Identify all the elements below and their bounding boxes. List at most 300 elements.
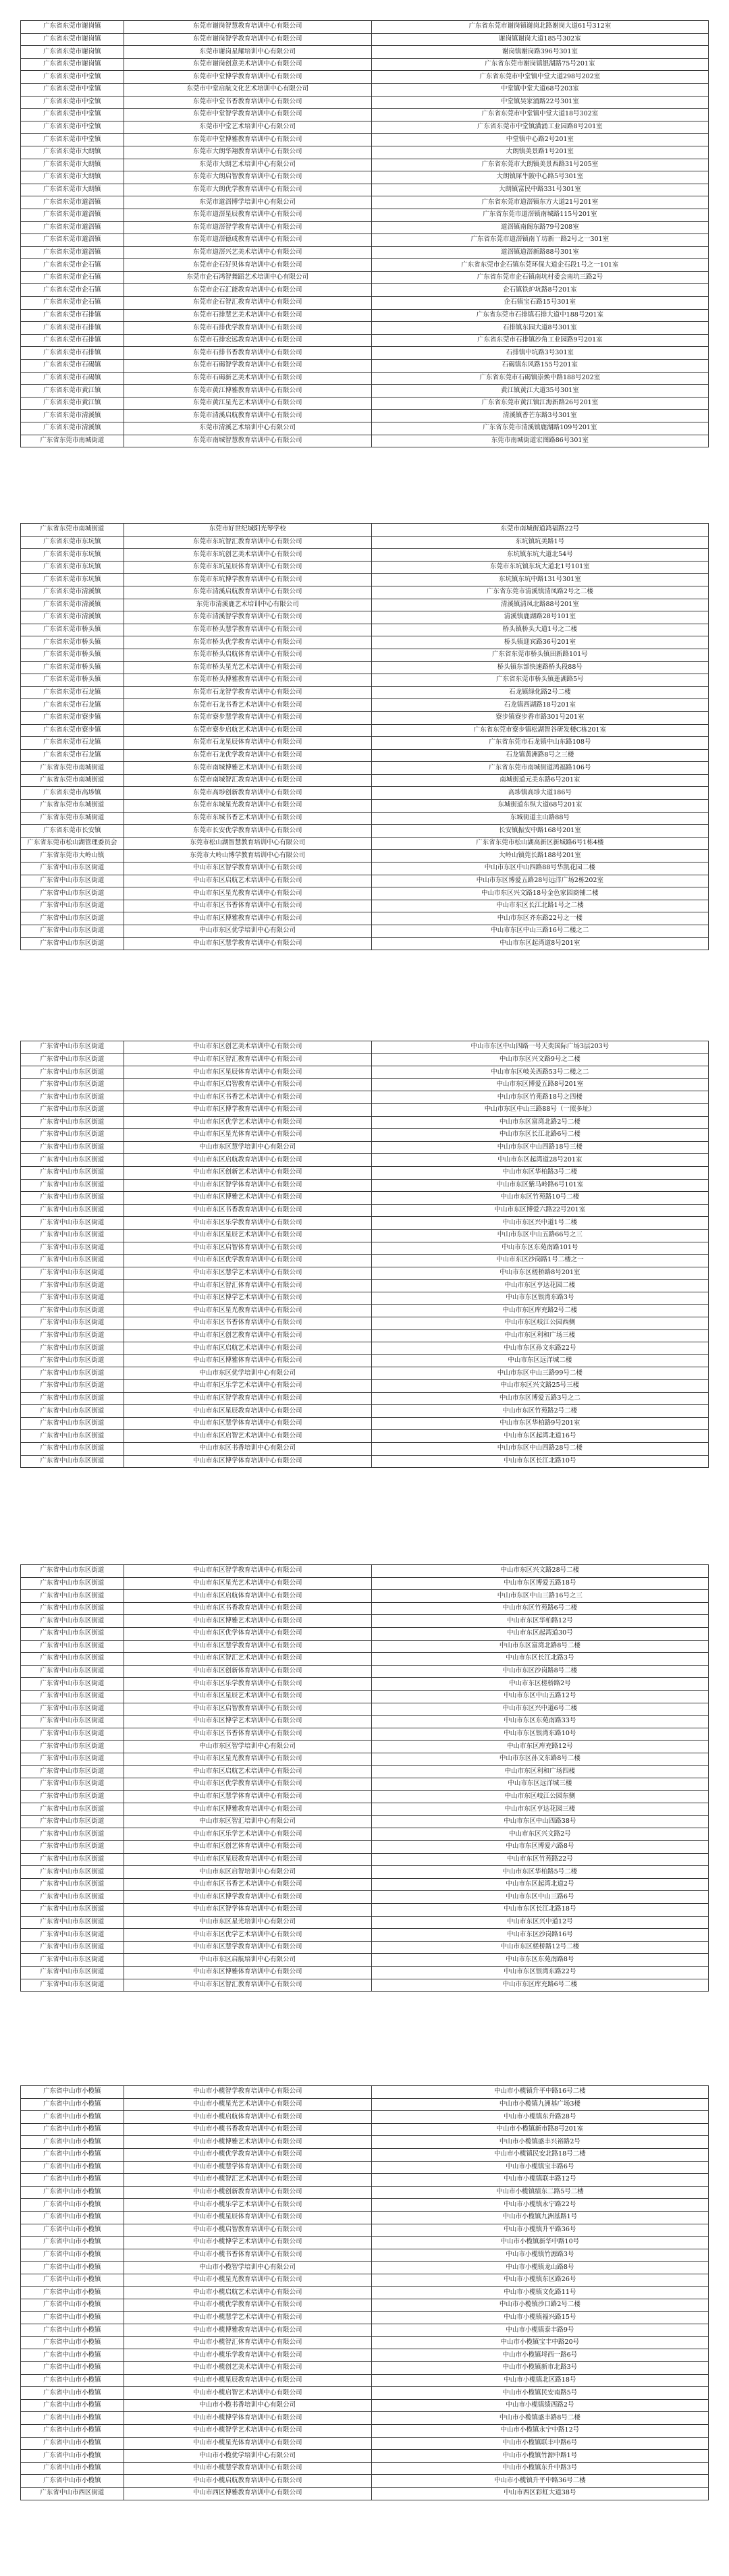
institution-name-cell: 东莞市清溪启航教育培训中心有限公司: [124, 410, 371, 422]
institution-name-cell: 中山市东区星光教育培训中心有限公司: [124, 1305, 371, 1317]
region-cell: 广东省中山市东区街道: [21, 1828, 124, 1841]
institution-name-cell: 东莞市大朗启智教育培训中心有限公司: [124, 171, 371, 184]
institution-name-cell: 东莞市中堂博学教育培训中心有限公司: [124, 71, 371, 84]
table-row: [21, 1778, 709, 1791]
region-cell: 广东省东莞市松山湖管理委员会: [21, 837, 124, 850]
table-row: [21, 925, 709, 938]
institution-name-cell: 中山市小榄星光艺术培训中心有限公司: [124, 2098, 371, 2111]
table-row: [21, 1678, 709, 1691]
address-cell: 中山市小榄镇绩西路2号: [371, 2399, 708, 2412]
region-cell: 广东省中山市东区街道: [21, 1853, 124, 1866]
institution-name-cell: 中山市东区书香体育培训中心有限公司: [124, 1317, 371, 1330]
address-cell: 中山市小榄镇文化路11号: [371, 2286, 708, 2299]
address-cell: 企石镇铁炉坑路8号201室: [371, 284, 708, 297]
address-cell: 中山市小榄镇永宁路22号: [371, 2199, 708, 2212]
institution-name-cell: 中山市东区博雅艺术培训中心有限公司: [124, 1615, 371, 1628]
region-cell: 广东省东莞市东坑镇: [21, 536, 124, 549]
region-cell: 广东省中山市东区街道: [21, 1790, 124, 1803]
institution-name-cell: 中山市东区博学艺术培训中心有限公司: [124, 1292, 371, 1305]
address-cell: 石龙镇黄洲路8号之三楼: [371, 749, 708, 762]
table-row: [21, 524, 709, 537]
region-cell: 广东省中山市东区街道: [21, 1292, 124, 1305]
address-cell: 中山市东区中山三路16号之三: [371, 1590, 708, 1603]
address-cell: 中山市东区竹苑路2号二楼: [371, 1405, 708, 1418]
address-table: [20, 523, 709, 950]
institution-name-cell: 中山市小榄智汇艺术培训中心有限公司: [124, 2174, 371, 2187]
table-row: [21, 1916, 709, 1929]
region-cell: 广东省中山市小榄镇: [21, 2086, 124, 2099]
institution-name-cell: 中山市东区智学教育培训中心有限公司: [124, 862, 371, 875]
address-cell: 中山市东区富湾北路2号二楼: [371, 1116, 708, 1129]
region-cell: 广东省东莞市石龙镇: [21, 699, 124, 712]
address-cell: 中山市东区沙岗路8号二楼: [371, 1665, 708, 1678]
institution-name-cell: 中山市小榄智学培训中心有限公司: [124, 2262, 371, 2274]
institution-name-cell: 中山市东区星光艺术培训中心有限公司: [124, 1577, 371, 1590]
table-row: [21, 234, 709, 247]
table-row: [21, 1229, 709, 1242]
region-cell: 广东省中山市东区街道: [21, 1577, 124, 1590]
address-cell: 广东省东莞市南城街道鸿福路106号: [371, 762, 708, 775]
institution-name-cell: 东莞市石排宏远教育培训中心有限公司: [124, 334, 371, 347]
table-block-2: [20, 523, 709, 950]
address-cell: 中山市东区兴文路28号二楼: [371, 1565, 708, 1578]
institution-name-cell: 中山市东区慧学教育培训中心有限公司: [124, 1941, 371, 1954]
table-row: [21, 1741, 709, 1753]
region-cell: 广东省中山市小榄镇: [21, 2462, 124, 2475]
institution-name-cell: 中山市东区启智教育培训中心有限公司: [124, 1703, 371, 1716]
region-cell: 广东省中山市东区街道: [21, 1066, 124, 1079]
table-row: [21, 271, 709, 284]
address-cell: 石龙镇西湖路18号201室: [371, 699, 708, 712]
region-cell: 广东省东莞市大朗镇: [21, 184, 124, 196]
table-row: [21, 1716, 709, 1728]
region-cell: 广东省东莞市东城街道: [21, 800, 124, 813]
institution-name-cell: 中山市东区创艺体育培训中心有限公司: [124, 1841, 371, 1854]
table-row: [21, 1815, 709, 1828]
address-cell: 中山市东区兴文路18号金色家园商铺二楼: [371, 887, 708, 900]
region-cell: 广东省东莞市黄江镇: [21, 385, 124, 398]
address-table: [20, 1564, 709, 1992]
institution-name-cell: 中山市东区博雅体育培训中心有限公司: [124, 1354, 371, 1367]
table-row: [21, 2488, 709, 2500]
region-cell: 广东省中山市东区街道: [21, 1217, 124, 1230]
region-cell: 广东省中山市东区街道: [21, 912, 124, 925]
region-cell: 广东省东莞市道滘镇: [21, 234, 124, 247]
region-cell: 广东省东莞市东坑镇: [21, 574, 124, 586]
institution-name-cell: 中山市小榄启智教育培训中心有限公司: [124, 2224, 371, 2237]
table-row: [21, 1577, 709, 1590]
institution-name-cell: 中山市东区书香教育培训中心有限公司: [124, 1602, 371, 1615]
address-cell: 广东省东莞市松山湖高新区新城路6号1栋4楼: [371, 837, 708, 850]
address-cell: 中山市东区中山四路28号二楼: [371, 1443, 708, 1456]
address-cell: 中山市东区兴中道6号二楼: [371, 1703, 708, 1716]
address-cell: 大岭山镇莞长路188号201室: [371, 850, 708, 862]
table-row: [21, 1091, 709, 1104]
region-cell: 广东省中山市东区街道: [21, 1765, 124, 1778]
institution-name-cell: 中山市东区乐学教育培训中心有限公司: [124, 1217, 371, 1230]
institution-name-cell: 东莞市黄江博雅教育培训中心有限公司: [124, 385, 371, 398]
address-cell: 广东省东莞市清溪镇清凤路2号之二楼: [371, 586, 708, 599]
region-cell: 广东省东莞市桥头镇: [21, 649, 124, 661]
table-row: [21, 2086, 709, 2099]
address-cell: 中山市东区亨达花园二楼: [371, 1280, 708, 1292]
region-cell: 广东省中山市东区街道: [21, 1141, 124, 1154]
institution-name-cell: 中山市东区优学培训中心有限公司: [124, 1367, 371, 1380]
table-row: [21, 2249, 709, 2262]
region-cell: 广东省东莞市石龙镇: [21, 749, 124, 762]
address-cell: 中山市东区长江北路10号: [371, 1455, 708, 1468]
institution-name-cell: 中山市东区启航艺术培训中心有限公司: [124, 875, 371, 887]
region-cell: 广东省东莞市中堂镇: [21, 109, 124, 121]
table-row: [21, 2174, 709, 2187]
address-cell: 中山市东区中山五路12号: [371, 1690, 708, 1703]
address-cell: 东坑镇坑美路1号: [371, 536, 708, 549]
address-cell: 广东省东莞市中堂镇中堂大道298号202室: [371, 71, 708, 84]
address-cell: 中山市东区起湾道30号: [371, 1627, 708, 1640]
institution-name-cell: 东莞市道滘智学教育培训中心有限公司: [124, 221, 371, 234]
address-cell: 黄江镇黄江大道35号301室: [371, 385, 708, 398]
address-cell: 企石镇宝石路15号301室: [371, 297, 708, 310]
region-cell: 广东省中山市东区街道: [21, 1267, 124, 1280]
region-cell: 广东省中山市东区街道: [21, 1615, 124, 1628]
institution-name-cell: 中山市东区启智教育培训中心有限公司: [124, 1078, 371, 1091]
address-cell: 中山市小榄镇新市路8号201室: [371, 2123, 708, 2136]
region-cell: 广东省东莞市企石镇: [21, 271, 124, 284]
region-cell: 广东省中山市东区街道: [21, 875, 124, 887]
table-row: [21, 1790, 709, 1803]
address-cell: 中山市东区岐江公园西侧: [371, 1317, 708, 1330]
address-cell: 中山市小榄镇民安北路18号二楼: [371, 2148, 708, 2161]
institution-name-cell: 中山市东区创艺教育培训中心有限公司: [124, 1330, 371, 1342]
institution-name-cell: 中山市东区星光教育培训中心有限公司: [124, 887, 371, 900]
region-cell: 广东省中山市东区街道: [21, 1354, 124, 1367]
region-cell: 广东省中山市小榄镇: [21, 2362, 124, 2375]
address-cell: 广东省东莞市道滘镇东方大道21号201室: [371, 196, 708, 209]
table-row: [21, 1317, 709, 1330]
institution-name-cell: 东莞市道滘德成教育培训中心有限公司: [124, 234, 371, 247]
institution-name-cell: 东莞市石碣智学教育培训中心有限公司: [124, 360, 371, 373]
institution-name-cell: 中山市东区慧学教育培训中心有限公司: [124, 937, 371, 950]
address-table: [20, 20, 709, 447]
institution-name-cell: 中山市东区创新体育培训中心有限公司: [124, 1665, 371, 1678]
table-row: [21, 284, 709, 297]
address-cell: 东城街道主山路88号: [371, 812, 708, 825]
institution-name-cell: 中山市东区书香艺术培训中心有限公司: [124, 1091, 371, 1104]
institution-name-cell: 东莞市长安优学教育培训中心有限公司: [124, 825, 371, 838]
address-cell: 广东省东莞市大朗镇美景西路31号205室: [371, 159, 708, 171]
institution-name-cell: 中山市东区启航艺术培训中心有限公司: [124, 1765, 371, 1778]
region-cell: 广东省中山市东区街道: [21, 1778, 124, 1791]
address-cell: 中山市东区中山三路88号（一照多址）: [371, 1103, 708, 1116]
table-row: [21, 171, 709, 184]
address-cell: 中山市东区东苑南路101号: [371, 1242, 708, 1255]
address-cell: 中山市东区中山五路66号之三: [371, 1229, 708, 1242]
address-cell: 中山市小榄镇竹源路3号: [371, 2249, 708, 2262]
institution-name-cell: 中山市东区慧学体育培训中心有限公司: [124, 1417, 371, 1430]
address-cell: 中山市东区紫马岭路6号101室: [371, 1179, 708, 1192]
address-cell: 桥头镇桥头大道1号之二楼: [371, 624, 708, 636]
address-cell: 广东省东莞市石排镇石排大道中188号201室: [371, 309, 708, 322]
region-cell: 广东省中山市西区街道: [21, 2488, 124, 2500]
address-cell: 中山市东区竹苑路6号二楼: [371, 1602, 708, 1615]
table-row: [21, 1979, 709, 1992]
institution-name-cell: 中山市小榄书香体育培训中心有限公司: [124, 2249, 371, 2262]
institution-name-cell: 东莞市大朗优学教育培训中心有限公司: [124, 184, 371, 196]
address-cell: 东坑镇东坑中路131号301室: [371, 574, 708, 586]
table-row: [21, 109, 709, 121]
table-row: [21, 787, 709, 800]
institution-name-cell: 中山市东区书香体育培训中心有限公司: [124, 900, 371, 912]
address-cell: 中山市东区远洋城二楼: [371, 1354, 708, 1367]
region-cell: 广东省东莞市南城街道: [21, 435, 124, 447]
table-row: [21, 1728, 709, 1741]
institution-name-cell: 中山市小榄书香教育培训中心有限公司: [124, 2123, 371, 2136]
table-row: [21, 2387, 709, 2400]
table-row: [21, 422, 709, 435]
table-row: [21, 1665, 709, 1678]
address-cell: 中山市东区兴文路25号三楼: [371, 1380, 708, 1393]
institution-name-cell: 东莞市桥头星光艺术培训中心有限公司: [124, 661, 371, 674]
address-cell: 中山市小榄镇东升路28号: [371, 2111, 708, 2124]
institution-name-cell: 东莞市大朗华翔教育培训中心有限公司: [124, 146, 371, 159]
address-cell: 中山市小榄镇宝丰路6号: [371, 2161, 708, 2174]
table-row: [21, 2475, 709, 2488]
region-cell: 广东省东莞市高埗镇: [21, 787, 124, 800]
table-row: [21, 209, 709, 221]
institution-name-cell: 中山市东区博学教育培训中心有限公司: [124, 1103, 371, 1116]
address-cell: 中山市小榄镇盛丰兴裕路2号: [371, 2136, 708, 2149]
region-cell: 广东省东莞市东坑镇: [21, 561, 124, 574]
table-row: [21, 1443, 709, 1456]
table-row: [21, 2349, 709, 2362]
table-row: [21, 1267, 709, 1280]
table-row: [21, 850, 709, 862]
table-row: [21, 1078, 709, 1091]
table-row: [21, 2362, 709, 2375]
institution-name-cell: 中山市东区星光培训中心有限公司: [124, 1916, 371, 1929]
institution-name-cell: 中山市东区星辰教育培训中心有限公司: [124, 1853, 371, 1866]
institution-name-cell: 东莞市中堂智学教育培训中心有限公司: [124, 109, 371, 121]
institution-name-cell: 东莞市南城博雅艺术培训中心有限公司: [124, 762, 371, 775]
address-cell: 中山市东区槎桥路12号二楼: [371, 1941, 708, 1954]
address-cell: 中堂镇中心路2号201室: [371, 134, 708, 146]
region-cell: 广东省中山市小榄镇: [21, 2274, 124, 2286]
address-cell: 广东省东莞市企石镇南坑村委会南坑三路2号: [371, 271, 708, 284]
address-cell: 中山市小榄镇福兴路15号: [371, 2311, 708, 2324]
region-cell: 广东省中山市小榄镇: [21, 2399, 124, 2412]
region-cell: 广东省中山市小榄镇: [21, 2324, 124, 2337]
table-row: [21, 1129, 709, 1142]
table-row: [21, 1703, 709, 1716]
table-row: [21, 1627, 709, 1640]
address-cell: 广东省东莞市中堂镇潢涌工业园路8号201室: [371, 121, 708, 134]
table-row: [21, 2299, 709, 2312]
address-cell: 中山市东区孙文东路8号二楼: [371, 1753, 708, 1765]
region-cell: 广东省中山市小榄镇: [21, 2299, 124, 2312]
region-cell: 广东省中山市小榄镇: [21, 2098, 124, 2111]
table-row: [21, 121, 709, 134]
address-cell: 中山市小榄镇盛丰路8号二楼: [371, 2412, 708, 2425]
region-cell: 广东省东莞市东城街道: [21, 812, 124, 825]
address-cell: 中山市东区银湾东路3号: [371, 1292, 708, 1305]
institution-name-cell: 中山市小榄启智艺术培训中心有限公司: [124, 2387, 371, 2400]
table-row: [21, 2311, 709, 2324]
address-cell: 中山市东区兴中道12号: [371, 1916, 708, 1929]
table-row: [21, 1380, 709, 1393]
institution-name-cell: 中山市小榄星光体育培训中心有限公司: [124, 2437, 371, 2450]
table-row: [21, 1753, 709, 1765]
region-cell: 广东省中山市东区街道: [21, 1255, 124, 1267]
address-cell: 中山市东区沙岗路16号: [371, 1929, 708, 1942]
institution-name-cell: 中山市东区智学体育培训中心有限公司: [124, 1904, 371, 1917]
table-row: [21, 71, 709, 84]
address-cell: 桥头镇东部快速路桥头段88号: [371, 661, 708, 674]
table-row: [21, 322, 709, 335]
table-row: [21, 2148, 709, 2161]
region-cell: 广东省中山市东区街道: [21, 1640, 124, 1653]
institution-name-cell: 中山市小榄优学教育培训中心有限公司: [124, 2299, 371, 2312]
table-row: [21, 2437, 709, 2450]
institution-name-cell: 中山市东区博雅教育培训中心有限公司: [124, 912, 371, 925]
address-cell: 广东省东莞市桥头镇莲湖路5号: [371, 674, 708, 687]
address-cell: 中山市小榄镇九洲基广场3楼: [371, 2098, 708, 2111]
institution-name-cell: 东莞市桥头博雅教育培训中心有限公司: [124, 674, 371, 687]
address-cell: 中山市东区远洋城三楼: [371, 1778, 708, 1791]
table-row: [21, 1904, 709, 1917]
region-cell: 广东省东莞市谢岗镇: [21, 33, 124, 46]
table-row: [21, 221, 709, 234]
address-cell: 中山市东区沙岗路1号二楼之一: [371, 1255, 708, 1267]
institution-name-cell: 中山市小榄智学艺术培训中心有限公司: [124, 2425, 371, 2438]
table-row: [21, 2286, 709, 2299]
table-row: [21, 837, 709, 850]
table-row: [21, 83, 709, 96]
region-cell: 广东省东莞市桥头镇: [21, 661, 124, 674]
region-cell: 广东省东莞市石龙镇: [21, 686, 124, 699]
region-cell: 广东省中山市东区街道: [21, 1229, 124, 1242]
institution-name-cell: 中山市东区优学培训中心有限公司: [124, 925, 371, 938]
address-cell: 南城街道元美东路6号201室: [371, 774, 708, 787]
institution-name-cell: 东莞市清溪启航教育培训中心有限公司: [124, 586, 371, 599]
address-cell: 广东省东莞市寮步镇松湖智谷研发楼C栋201室: [371, 724, 708, 737]
institution-name-cell: 东莞市谢岗创意美术培训中心有限公司: [124, 58, 371, 71]
institution-name-cell: 东莞市东城书香艺术培训中心有限公司: [124, 812, 371, 825]
table-row: [21, 711, 709, 724]
table-row: [21, 246, 709, 259]
region-cell: 广东省东莞市道滘镇: [21, 246, 124, 259]
institution-name-cell: 东莞市道滘兴艺美术培训中心有限公司: [124, 246, 371, 259]
region-cell: 广东省中山市东区街道: [21, 1330, 124, 1342]
address-cell: 石排镇中坑路3号301室: [371, 347, 708, 360]
region-cell: 广东省中山市东区街道: [21, 1753, 124, 1765]
region-cell: 广东省东莞市大朗镇: [21, 146, 124, 159]
table-row: [21, 259, 709, 272]
institution-name-cell: 东莞市东坑创艺美术培训中心有限公司: [124, 549, 371, 561]
region-cell: 广东省中山市东区街道: [21, 1653, 124, 1666]
address-cell: 中山市小榄镇竹源中路1号: [371, 2450, 708, 2463]
address-cell: 中山市小榄镇九洲基路1号: [371, 2211, 708, 2224]
table-row: [21, 1417, 709, 1430]
institution-name-cell: 中山市东区启航教育培训中心有限公司: [124, 1154, 371, 1167]
institution-name-cell: 中山市东区优学教育培训中心有限公司: [124, 1778, 371, 1791]
table-row: [21, 1367, 709, 1380]
address-cell: 广东省东莞市清溪镇鹿湖路109号201室: [371, 422, 708, 435]
address-cell: 中山市东区长江北路1号之二楼: [371, 900, 708, 912]
address-cell: 中山市东区银湾东路10号: [371, 1728, 708, 1741]
address-cell: 中山市东区中山三路99号二楼: [371, 1367, 708, 1380]
table-row: [21, 1242, 709, 1255]
region-cell: 广东省中山市东区街道: [21, 1929, 124, 1942]
region-cell: 广东省中山市小榄镇: [21, 2336, 124, 2349]
region-cell: 广东省东莞市清溪镇: [21, 599, 124, 611]
address-cell: 中山市东区利和广场三楼: [371, 1330, 708, 1342]
region-cell: 广东省中山市小榄镇: [21, 2148, 124, 2161]
region-cell: 广东省东莞市谢岗镇: [21, 58, 124, 71]
region-cell: 广东省中山市小榄镇: [21, 2437, 124, 2450]
institution-name-cell: 东莞市寮步启航艺术培训中心有限公司: [124, 724, 371, 737]
address-cell: 中山市小榄镇宝丰中路20号: [371, 2336, 708, 2349]
address-cell: 中山市小榄镇新市北路3号: [371, 2362, 708, 2375]
address-cell: 中山市小榄镇永宁中路12号: [371, 2425, 708, 2438]
institution-name-cell: 东莞市桥头启航体育培训中心有限公司: [124, 649, 371, 661]
institution-name-cell: 东莞市高埗创新教育培训中心有限公司: [124, 787, 371, 800]
table-row: [21, 1590, 709, 1603]
region-cell: 广东省中山市东区街道: [21, 1041, 124, 1054]
table-row: [21, 309, 709, 322]
table-row: [21, 737, 709, 750]
table-row: [21, 674, 709, 687]
region-cell: 广东省东莞市石龙镇: [21, 737, 124, 750]
table-row: [21, 1330, 709, 1342]
region-cell: 广东省中山市东区街道: [21, 1841, 124, 1854]
table-row: [21, 372, 709, 385]
region-cell: 广东省中山市小榄镇: [21, 2136, 124, 2149]
region-cell: 广东省东莞市清溪镇: [21, 611, 124, 624]
address-cell: 石龙镇绿化路2号二楼: [371, 686, 708, 699]
table-row: [21, 1280, 709, 1292]
institution-name-cell: 东莞市大朗艺术培训中心有限公司: [124, 159, 371, 171]
institution-name-cell: 东莞市企石汇能教育培训中心有限公司: [124, 284, 371, 297]
table-row: [21, 2462, 709, 2475]
table-row: [21, 1967, 709, 1979]
address-cell: 中山市东区库充路12号: [371, 1741, 708, 1753]
region-cell: 广东省中山市小榄镇: [21, 2111, 124, 2124]
table-row: [21, 2161, 709, 2174]
institution-name-cell: 中山市小榄博学体育培训中心有限公司: [124, 2412, 371, 2425]
region-cell: 广东省东莞市桥头镇: [21, 674, 124, 687]
institution-name-cell: 东莞市企石智汇教育培训中心有限公司: [124, 297, 371, 310]
region-cell: 广东省中山市小榄镇: [21, 2174, 124, 2187]
institution-name-cell: 中山市东区智学教育培训中心有限公司: [124, 1392, 371, 1405]
region-cell: 广东省东莞市中堂镇: [21, 83, 124, 96]
table-row: [21, 184, 709, 196]
institution-name-cell: 中山市东区博雅艺术培训中心有限公司: [124, 1192, 371, 1205]
table-row: [21, 875, 709, 887]
region-cell: 广东省东莞市石排镇: [21, 322, 124, 335]
address-cell: 高埗镇高埗大道186号: [371, 787, 708, 800]
table-block-1: [20, 20, 709, 447]
address-cell: 清溪镇清凤北路88号201室: [371, 599, 708, 611]
table-row: [21, 96, 709, 109]
table-row: [21, 1041, 709, 1054]
table-row: [21, 1154, 709, 1167]
address-cell: 中山市东区岐关西路53号二楼之二: [371, 1066, 708, 1079]
table-row: [21, 360, 709, 373]
institution-name-cell: 东莞市企石好贝体育培训中心有限公司: [124, 259, 371, 272]
region-cell: 广东省中山市东区街道: [21, 1317, 124, 1330]
institution-name-cell: 中山市东区慧学教育培训中心有限公司: [124, 1640, 371, 1653]
table-row: [21, 58, 709, 71]
